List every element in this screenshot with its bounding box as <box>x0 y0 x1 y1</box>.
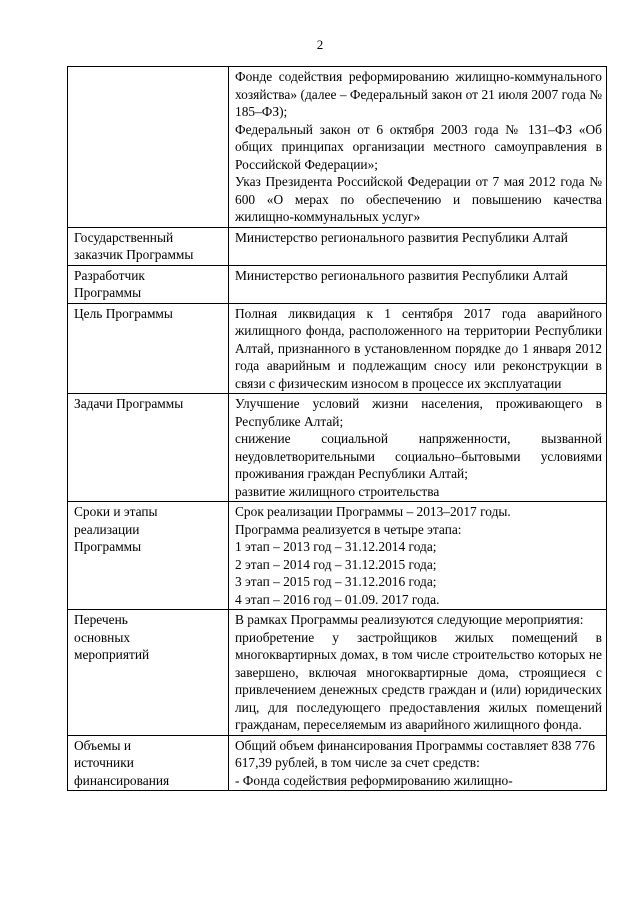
program-passport-table <box>67 66 607 791</box>
stage-item: 1 этап – 2013 год – 31.12.2014 года; <box>235 539 437 554</box>
row-label-text: Объемы и <box>74 737 132 753</box>
row-content-cell <box>229 610 607 736</box>
row-content-cell <box>229 735 607 791</box>
stage-item: 3 этап – 2015 год – 31.12.2016 года; <box>235 574 437 589</box>
table-row <box>68 303 607 394</box>
law-reference-text: Указ Президента Российской Федерации от 7 мая 2012 года № 600 «О мерах по обеспечению и повышению качества жилищно-коммунальных услуг» <box>235 174 602 224</box>
row-content-text: Министерство регионального развития Республики Алтай <box>235 229 568 245</box>
row-label-text: реализации <box>74 521 140 537</box>
row-label-text: заказчик Программы <box>74 247 194 262</box>
row-label-text: Сроки и этапы <box>74 504 158 519</box>
row-label-cell <box>68 502 229 610</box>
row-content-text: Срок реализации Программы – 2013–2017 годы. <box>235 504 511 519</box>
table-row <box>68 67 607 228</box>
row-content-text: Министерство регионального развития Республики Алтай <box>235 267 568 283</box>
row-label-cell <box>68 394 229 502</box>
row-label-text: Перечень <box>74 612 128 627</box>
row-label-text: основных <box>74 629 131 645</box>
row-label-cell <box>68 735 229 791</box>
row-label-text: Разработчик <box>74 267 145 283</box>
row-content-cell <box>229 394 607 502</box>
row-label-text: Цель Программы <box>74 305 173 321</box>
row-content-cell <box>229 502 607 610</box>
table-row <box>68 610 607 736</box>
row-content-cell <box>229 67 607 228</box>
row-content-text: Полная ликвидация к 1 сентября 2017 года аварийного жилищного фонда, расположенного на территории Республики Алтай, признанного в установленном порядке до 1 января 2012 года аварийным и подлежащим сносу или реконструкции в связи с физическим износом в процессе их эксплуатации <box>235 305 602 391</box>
table-row <box>68 735 607 791</box>
row-label-text: Государственный <box>74 229 174 245</box>
row-content-cell <box>229 303 607 394</box>
law-reference-text: Федеральный закон от 6 октября 2003 года № 131–ФЗ «Об общих принципах организации местного самоуправления в Российской Федерации»; <box>235 121 602 172</box>
row-label-text: Программы <box>74 539 142 554</box>
table-row <box>68 502 607 610</box>
row-label-cell <box>68 227 229 265</box>
row-label-cell <box>68 303 229 394</box>
table-row <box>68 265 607 303</box>
table-row <box>68 227 607 265</box>
row-content-text: приобретение у застройщиков жилых помещений в многоквартирных домах, в том числе строительство которых не завершено, включая многоквартирные дома, строящиеся с привлечением денежных средств граждан и (или) юридических лиц, для последующего предоставления жилых помещений гражданам, переселяемым из аварийного жилищного фонда. <box>235 629 602 732</box>
row-content-text: Улучшение условий жизни населения, проживающего в Республике Алтай; <box>235 396 602 429</box>
row-label-cell <box>68 610 229 736</box>
row-label-cell <box>68 265 229 303</box>
row-content-text: снижение социальной напряженности, вызванной неудовлетворительными социально–бытовыми условиями проживания граждан Республики Алтай; <box>235 431 602 481</box>
row-content-text: развитие жилищного строительства <box>235 483 440 499</box>
page-number: 2 <box>316 37 324 52</box>
row-label-text: источники <box>74 755 134 770</box>
row-content-text: В рамках Программы реализуются следующие мероприятия: <box>235 612 584 627</box>
stage-item: 4 этап – 2016 год – 01.09. 2017 года. <box>235 591 440 607</box>
row-label-text: финансирования <box>74 772 170 788</box>
table-row <box>68 394 607 502</box>
row-label-text: мероприятий <box>74 647 150 662</box>
row-content-cell <box>229 227 607 265</box>
row-content-text: - Фонда содействия реформированию жилищно- <box>235 772 513 788</box>
row-content-cell <box>229 265 607 303</box>
law-reference-text: Фонде содействия реформированию жилищно-коммунального хозяйства» (далее – Федеральный закон от 21 июля 2007 года № 185–ФЗ); <box>235 69 602 119</box>
row-content-text: Общий объем финансирования Программы составляет 838 776 617,39 рублей, в том числе за счет средств: <box>235 737 595 770</box>
row-label-text: Программы <box>74 285 142 300</box>
row-label-text: Задачи Программы <box>74 396 184 411</box>
row-label-cell <box>68 67 229 228</box>
row-content-text: Программа реализуется в четыре этапа: <box>235 521 462 537</box>
stage-item: 2 этап – 2014 год – 31.12.2015 года; <box>235 556 437 572</box>
